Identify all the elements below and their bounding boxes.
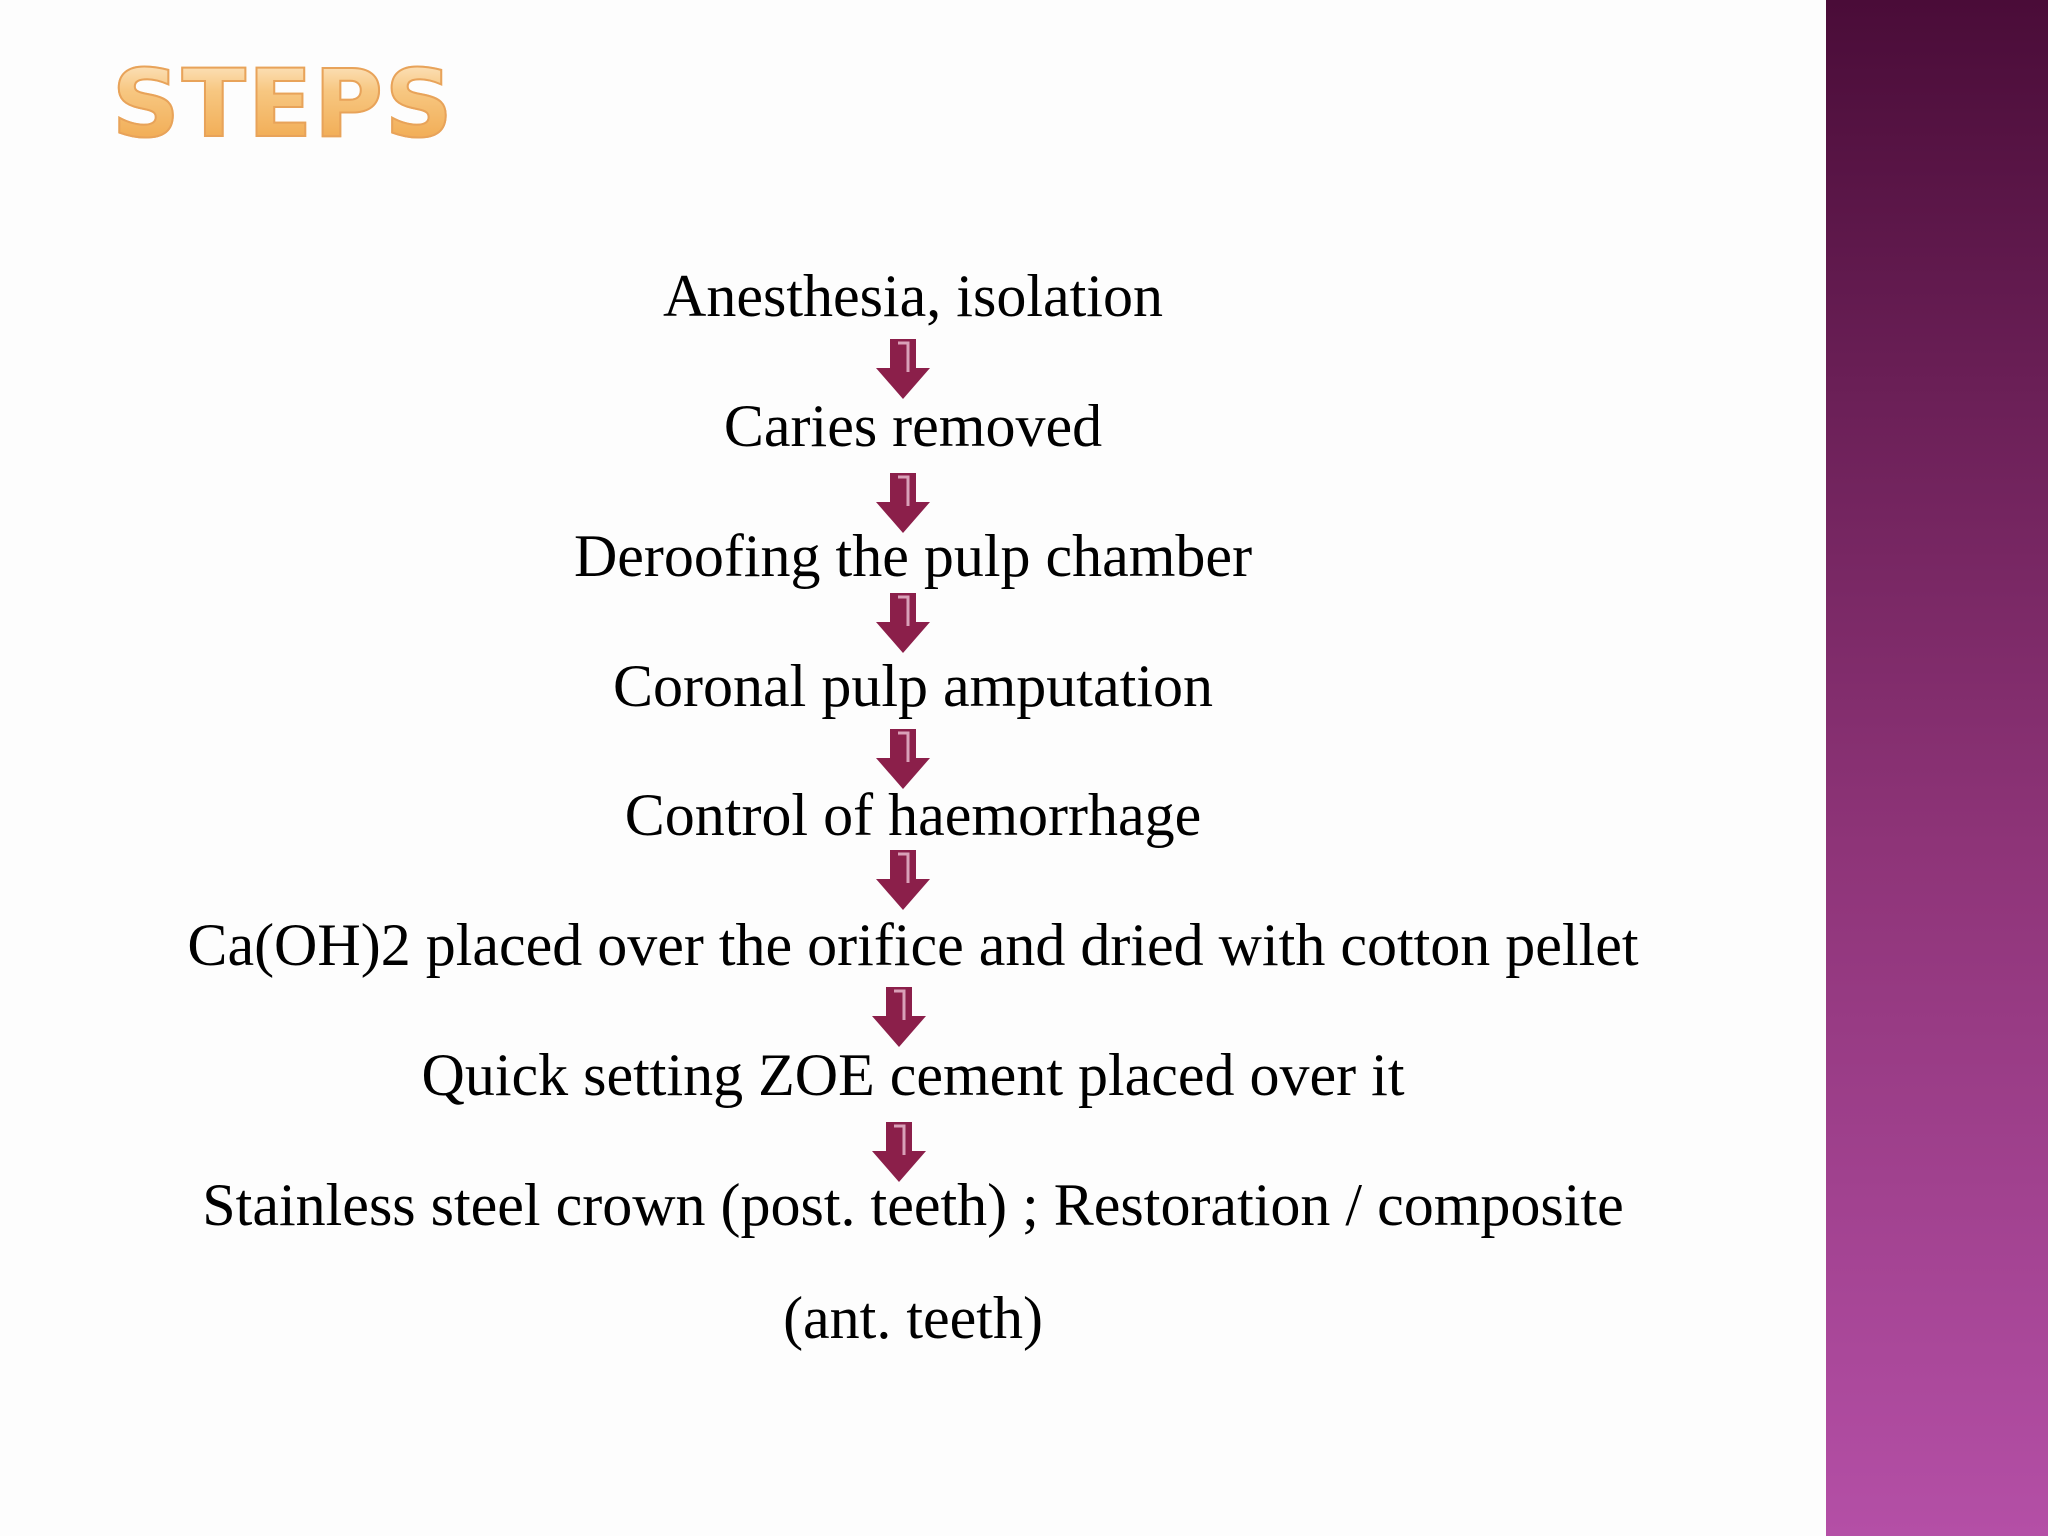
step-deroofing: Deroofing the pulp chamber <box>573 523 1253 589</box>
step-zoe-cement: Quick setting ZOE cement placed over it <box>421 1042 1405 1108</box>
down-arrow-icon <box>875 592 931 654</box>
down-arrow-icon <box>875 338 931 400</box>
step-stainless-steel-crown-continued: (ant. teeth) <box>783 1285 1043 1351</box>
step-anesthesia: Anesthesia, isolation <box>663 263 1163 329</box>
step-control-haemorrhage: Control of haemorrhage <box>624 782 1202 848</box>
decorative-side-bar <box>1826 0 2048 1536</box>
step-caries-removed: Caries removed <box>723 393 1103 459</box>
step-coronal-pulp-amputation: Coronal pulp amputation <box>613 653 1213 719</box>
step-caoh2-placed: Ca(OH)2 placed over the orifice and dried with cotton pellet <box>187 912 1639 978</box>
step-stainless-steel-crown: Stainless steel crown (post. teeth) ; Restoration / composite <box>202 1172 1624 1238</box>
slide-title: STEPS <box>112 50 455 159</box>
down-arrow-icon <box>871 986 927 1048</box>
down-arrow-icon <box>875 849 931 911</box>
down-arrow-icon <box>875 728 931 790</box>
